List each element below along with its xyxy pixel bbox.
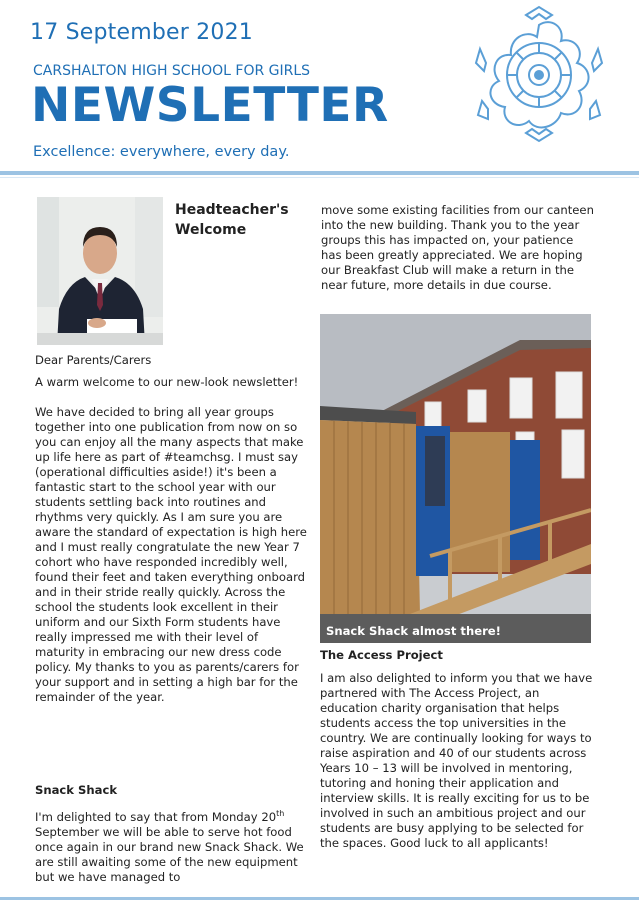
access-project-text: I am also delighted to inform you that we have partnered with The Access Project, an education charity organisation that helps students access the top universities in the country. We are continually looking for ways to raise aspiration and 40 of our students across Years 10 – 13 will be involved in mentoring, tutoring and honing their application and interview skills. It is really exciting for us to be involved in such an ambitious project and our students are busy applying to be selected for the spaces. Good luck to all applicants! [320, 671, 593, 850]
header-rule [0, 171, 639, 175]
header-rule-thin [0, 177, 639, 178]
masthead-title: NEWSLETTER [31, 78, 389, 133]
headteacher-welcome-heading: Headteacher's Welcome [175, 202, 289, 238]
snack-shack-continued: move some existing facilities from our canteen into the new building. Thank you to the year groups this has impacted on, your patience has been greatly appreciated. We are hoping our Breakfast Club will make a return in the near future, more details in due course. [321, 203, 594, 292]
snack-shack-photo [320, 314, 591, 643]
newsletter-date: 17 September 2021 [30, 20, 253, 45]
access-project-heading: The Access Project [320, 648, 443, 662]
snack-shack-text-end: September we will be able to serve hot food once again in our brand new Snack Shack. We are still awaiting some of the new equipment but we have managed to [35, 824, 304, 884]
snack-shack-text [35, 806, 307, 885]
snack-shack-heading: Snack Shack [35, 783, 118, 797]
footer-rule [0, 897, 639, 900]
date-suffix: th [276, 809, 285, 818]
photo-caption: Snack Shack almost there! [326, 624, 501, 638]
salutation: Dear Parents/Carers [35, 353, 152, 367]
tudor-rose-crest-icon [474, 5, 604, 143]
headteacher-photo [37, 197, 163, 345]
letter-paragraph: We have decided to bring all year groups together into one publication from now on so you can enjoy all the many aspects that make up life here as part of #teamchsg. I must say (operational difficulties aside!) it's been a fantastic start to the school year with our students settling back into routines and rhythms very quickly. As I am sure you are aware the standard of expectation is high here and I must really congratulate the new Year 7 cohort who have responded incredibly well, found their feet and taken everything onboard and in their stride really quickly. Across the school the students look excellent in their uniform and our Sixth Form students have really impressed me with their level of maturity in embracing our new dress code policy. My thanks to you as parents/carers for your support and in setting a high bar for the remainder of the year. [35, 405, 307, 704]
welcome-paragraph: A warm welcome to our new-look newsletter! [35, 375, 299, 389]
school-name: CARSHALTON HIGH SCHOOL FOR GIRLS [33, 63, 311, 79]
snack-shack-text-start: I'm delighted to say that from Monday 20 [35, 809, 277, 824]
school-motto: Excellence: everywhere, every day. [33, 144, 290, 160]
headteacher-letter [35, 375, 307, 720]
